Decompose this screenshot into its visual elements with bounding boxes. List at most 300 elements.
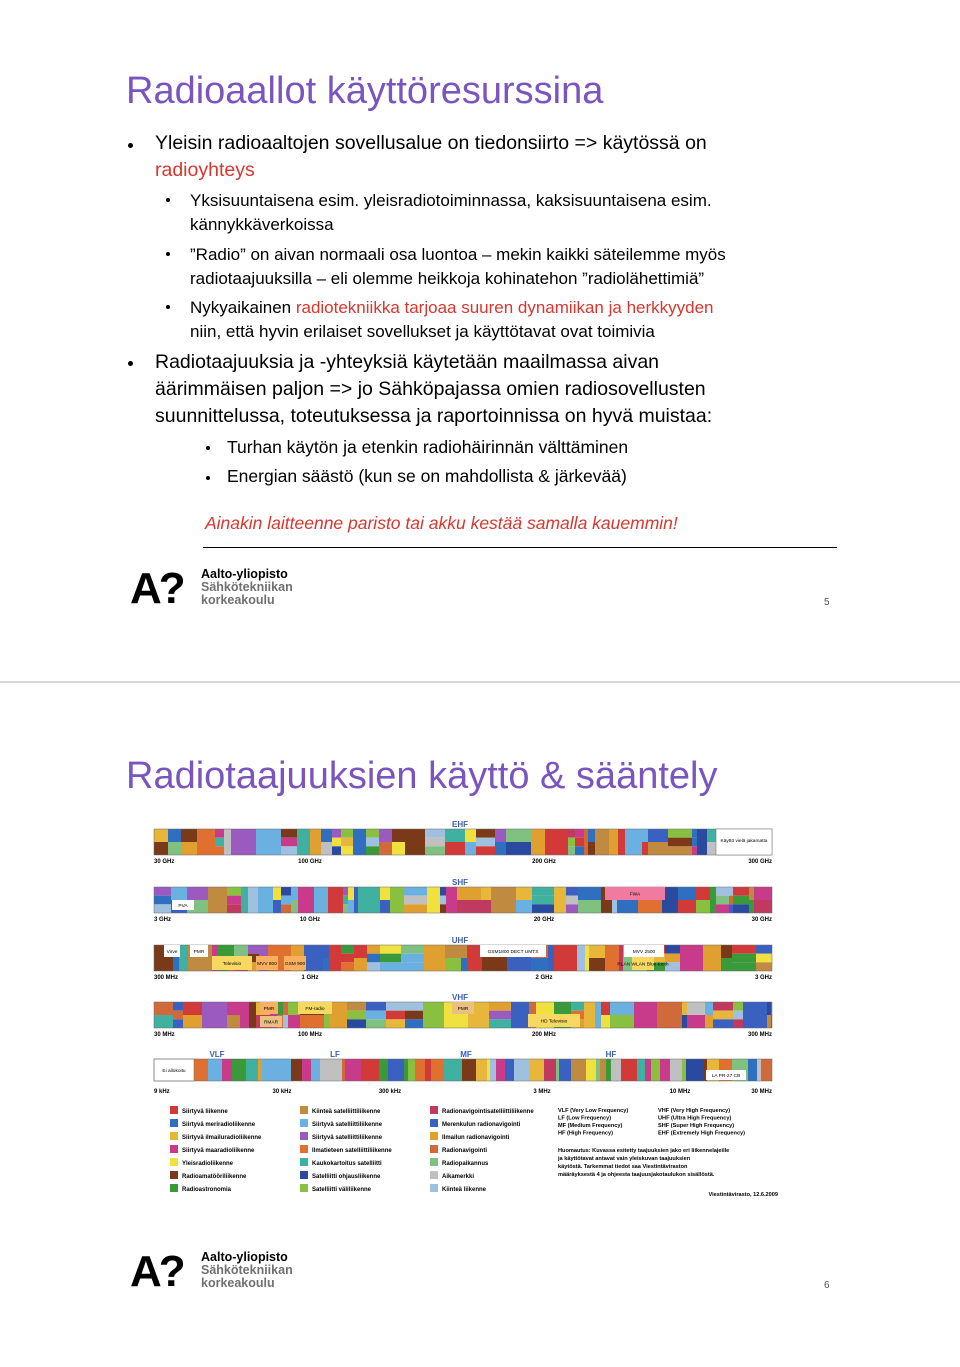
allocation-block [183,1002,202,1015]
allocation-block [181,829,197,842]
emphasis-note: Ainakin laitteenne paristo tai akku kestää samalla kauemmin! [205,513,678,533]
allocation-block [642,842,648,855]
freq-tick-label: 10 MHz [669,1089,691,1095]
freq-tick-label: 100 MHz [297,1032,323,1038]
band-name-vhf: VHF [452,993,468,1002]
logo-line-1: Aalto-yliopisto [201,1250,288,1264]
allocation-block [222,1059,232,1081]
allocation-block [476,838,495,847]
allocation-block [197,829,215,855]
band-name-vlf: VLF [209,1050,225,1059]
allocation-block [505,1059,514,1081]
allocation-block [343,887,348,896]
cell-label-uhf_rlan: RLAN WLAN Blue-tooth [617,962,669,968]
allocation-block [288,1015,300,1028]
allocation-block [283,1015,288,1028]
legend-label: Satelliitti väliliikenne [312,1187,372,1193]
allocation-block [273,887,281,900]
allocation-block [241,887,248,913]
allocation-block [476,1059,487,1081]
allocation-block [224,829,231,855]
legend-label: Siirtyvä liikenne [182,1109,228,1115]
allocation-block [668,846,692,855]
legend-swatch [170,1171,178,1179]
allocation-block [588,829,595,842]
allocation-block [256,829,281,855]
allocation-block [767,1015,771,1028]
allocation-block [612,900,617,913]
allocation-block [425,846,445,855]
band-full-name: VHF (Very High Frequency) [658,1108,731,1114]
allocation-block [183,1015,202,1028]
allocation-block [323,945,329,958]
allocation-block [367,945,380,954]
legend-swatch [430,1132,438,1140]
allocation-block [392,842,405,855]
allocation-block [743,1002,767,1028]
frequency-allocation-chart [150,816,790,1216]
allocation-block [154,896,171,905]
allocation-block [571,1002,584,1011]
allocation-block [682,1002,687,1015]
allocation-block [248,887,258,913]
band-name-uhf: UHF [451,936,469,945]
allocation-block [568,846,575,855]
allocation-block [584,829,588,842]
legend-swatch [300,1119,308,1127]
allocation-block [311,1059,320,1081]
allocation-block [668,838,692,847]
allocation-block [713,1019,733,1028]
logo-line-2: Sähkötekniikan [201,1263,293,1277]
allocation-block [341,829,353,838]
cell-label-vhf_hdtv: HD Televisio [540,1019,568,1025]
slide-6 [0,683,960,1367]
allocation-block [716,896,729,905]
allocation-block [258,1059,262,1081]
allocation-block [405,1011,423,1020]
allocation-block [227,1002,240,1015]
legend-label: Radioamatööriliikenne [182,1174,247,1180]
allocation-block [310,829,321,855]
allocation-block [366,838,379,847]
allocation-block [568,829,575,838]
allocation-block [347,1011,366,1020]
legend-label: Siirtyvä maaradioliikenne [182,1148,255,1154]
legend-label: Siirtyvä meriradioliikenne [182,1122,256,1128]
freq-tick-label: 30 MHz [751,1089,772,1095]
allocation-block [462,1059,468,1081]
sub-bullet-3-line-2: niin, että hyvin erilaiset sovellukset ja käyttötavat ovat toimivia [190,322,655,341]
freq-tick-label: 30 GHz [154,859,175,865]
allocation-block [440,887,446,896]
allocation-block [705,1015,713,1028]
allocation-block [657,1002,682,1028]
allocation-block [291,887,298,900]
legend-swatch [300,1145,308,1153]
allocation-block [566,887,578,896]
allocation-block [380,887,390,900]
allocation-block [425,838,445,847]
allocation-block [314,887,328,913]
allocation-block [390,887,404,913]
legend-label: Siirtyvä ilmailuradioliikenne [182,1135,262,1141]
allocation-block [321,829,332,842]
allocation-block [670,1059,682,1081]
allocation-block [696,887,710,900]
allocation-block [487,1059,490,1081]
allocation-block [634,1002,657,1028]
allocation-block [425,1059,431,1081]
allocation-block [347,1002,366,1011]
allocation-block [345,1059,361,1081]
freq-tick-label: 30 kHz [272,1089,292,1095]
allocation-block [450,1059,462,1081]
allocation-block [767,1002,771,1015]
bullet-2-line-3: suunnittelussa, toteutuksessa ja raportoinnissa on hyvä muistaa: [155,405,713,427]
allocation-block [692,846,697,855]
allocation-block [757,1059,761,1081]
freq-tick-label: 9 kHz [154,1089,170,1095]
cell-label-uhf_mvv2500: MVV 2500 [632,950,656,955]
allocation-block [692,829,697,838]
allocation-block [358,887,380,913]
allocation-block [692,838,697,847]
allocation-block [404,887,427,896]
allocation-block [618,829,625,855]
band-full-name: UHF (Ultra High Frequency) [658,1115,732,1122]
band-full-name: VLF (Very Low Frequency) [558,1108,629,1114]
page-number: 5 [824,597,830,608]
allocation-block [589,945,605,958]
freq-tick-label: 30 MHz [154,1032,175,1038]
corner-label: Käyttö vielä jakamatta [720,839,768,844]
allocation-block [154,904,171,913]
cell-label-vhf_pmr: PMR [263,1007,275,1012]
freq-tick-label: 200 MHz [531,1032,557,1038]
allocation-block [367,962,380,971]
allocation-block [520,1059,529,1081]
allocation-block [354,945,367,958]
allocation-block [588,842,595,855]
allocation-block [680,945,703,971]
allocation-block [332,838,341,847]
logo-text [201,568,293,607]
band-full-name: LF (Low Frequency) [558,1115,612,1122]
allocation-block [566,896,578,905]
freq-tick-label: 10 GHz [299,917,321,923]
allocation-block [491,887,516,900]
allocation-block [696,900,710,913]
legend-swatch [430,1171,438,1179]
cell-label-hf_la: LA PR-27 CB [711,1074,741,1079]
allocation-block [179,958,188,971]
allocation-block [445,842,465,855]
allocation-block [716,904,729,913]
cell-label-shf_fwa: FWA [629,892,641,898]
freq-tick-label: 3 MHz [533,1089,551,1095]
allocation-block [401,962,424,971]
allocation-block [461,945,467,958]
allocation-block [341,954,354,963]
chart-note-line: määräyksestä 4 ja ohjeesta taajuusjakotaulukon sisällöstä. [558,1172,715,1178]
allocation-block [379,842,392,855]
allocation-block [586,1059,596,1081]
allocation-block [595,829,609,855]
allocation-block [637,1059,645,1081]
allocation-block [687,1002,705,1015]
legend-swatch [430,1119,438,1127]
allocation-block [168,842,181,855]
allocation-block [495,842,506,855]
allocation-block [559,1059,571,1081]
chart-note-line: käytöstä. Tarkemmat tiedot saa Viestintäviraston [558,1164,688,1170]
allocation-block [154,1015,173,1028]
allocation-block [386,1002,405,1011]
allocation-block [516,887,532,900]
allocation-block [733,896,749,905]
allocation-block [262,1059,277,1081]
allocation-block [645,1059,651,1081]
allocation-block [208,1059,222,1081]
allocation-block [323,958,329,971]
allocation-block [281,896,291,905]
legend-label: Yleisradioliikenne [182,1161,234,1167]
legend-swatch [300,1184,308,1192]
aalto-a-mark-icon: A? [130,564,183,613]
allocation-block [482,958,507,971]
freq-tick-label: 300 MHz [747,1032,772,1038]
sub-bullet-dot [166,198,170,202]
allocation-block [754,900,772,913]
allocation-block [404,1059,408,1081]
allocation-block [231,829,256,855]
allocation-block [733,887,749,896]
allocation-block [682,1015,687,1028]
allocation-block [467,945,482,971]
freq-tick-label: 2 GHz [535,975,553,981]
chart-note-line: Huomautus: Kuvassa esitetty taajuuksien jako eri liikennelajeille [558,1148,730,1154]
legend-label: Siirtyvä satelliittiliikenne [312,1135,383,1141]
bullet-2-line-1: Radiotaajuuksia ja -yhteyksiä käytetään maailmassa aivan [155,351,660,373]
freq-tick-label: 100 GHz [298,859,322,865]
allocation-block [215,838,224,847]
allocation-block [297,829,310,855]
allocation-block [601,1002,610,1015]
allocation-block [642,829,648,842]
allocation-block [227,1015,240,1028]
allocation-block [665,954,680,963]
allocation-block [424,945,445,971]
allocation-block [366,846,379,855]
allocation-block [532,896,554,905]
allocation-block [678,900,696,913]
allocation-block [575,838,584,847]
allocation-block [732,954,756,963]
allocation-block [756,962,772,971]
allocation-block [181,842,197,855]
allocation-block [465,829,476,842]
allocation-block [554,945,577,958]
allocation-block [729,904,733,913]
allocation-block [366,1011,386,1020]
allocation-block [281,838,297,847]
allocation-block [733,1011,743,1020]
allocation-block [732,945,756,954]
allocation-block [481,887,491,900]
allocation-block [713,1011,733,1020]
allocation-block [625,829,642,855]
allocation-block [609,829,618,855]
chart-source: Viestintävirasto, 12.6.2009 [708,1192,778,1198]
allocation-block [756,954,772,963]
bullet-1-line-1: Yleisin radioaaltojen sovellusalue on tiedonsiirto => käytössä on [155,132,707,154]
allocation-block [571,1059,586,1081]
allocation-block [577,945,585,971]
cell-label-vhf_pmr2: PMR [457,1007,469,1012]
allocation-block [343,896,348,905]
allocation-block [187,887,208,900]
allocation-block [379,829,392,842]
allocation-block [648,842,668,855]
allocation-block [729,887,733,896]
allocation-block [154,829,168,842]
allocation-block [682,1059,686,1081]
allocation-block [298,887,314,913]
allocation-block [281,904,291,913]
legend-swatch [430,1145,438,1153]
bullet-dot [128,143,133,148]
allocation-block [232,1059,246,1081]
cell-label-uhf_mvv: MVV 800 [257,962,277,967]
allocation-block [365,1059,379,1081]
band-name-shf: SHF [452,878,468,887]
sub-bullet-1-line-1: Yksisuuntaisena esim. yleisradiotoiminnassa, kaksisuuntaisena esim. [190,191,712,210]
legend-label: Radioastronomia [182,1187,232,1193]
allocation-block [465,842,476,855]
aalto-a-mark-icon: A? [130,1247,183,1296]
sub-bullet-dot [206,446,210,450]
allocation-block [321,842,332,855]
allocation-block [732,962,756,971]
allocation-block [405,829,425,855]
allocation-block [194,1059,208,1081]
legend-label: Radionavigointi [442,1148,487,1154]
allocation-block [291,900,298,913]
allocation-block [168,829,181,842]
allocation-block [678,887,696,900]
allocation-block [405,1019,423,1028]
allocation-block [710,887,716,913]
allocation-block [246,1059,258,1081]
allocation-block [578,900,601,913]
allocation-block [386,1011,405,1020]
logo-line-3: korkeakoulu [201,593,275,607]
allocation-block [686,1059,700,1081]
allocation-block [617,900,638,913]
allocation-block [578,887,601,900]
allocation-block [179,945,188,958]
allocation-block [341,838,353,847]
legend-label: Ilmailun radionavigointi [442,1135,510,1141]
allocation-block [687,1015,705,1028]
page-number: 6 [824,1280,830,1291]
band-name-lf: LF [330,1050,340,1059]
allocation-block [754,887,772,900]
allocation-block [575,846,584,855]
allocation-block [610,1015,634,1028]
band-full-name: MF (Medium Frequency) [558,1123,623,1129]
allocation-block [404,896,427,905]
allocation-block [506,829,531,842]
allocation-block [575,829,584,838]
allocation-block [489,1002,511,1011]
allocation-block [440,896,446,905]
freq-tick-label: 3 GHz [154,917,172,923]
allocation-block [415,1059,425,1081]
legend-label: Kiinteä liikenne [442,1187,487,1193]
allocation-block [380,962,401,971]
sub-bullet-3-prefix: Nykyaikainen [190,298,296,317]
allocation-block [341,945,354,954]
cell-label-uhf_gsm: GSM 900 [284,962,306,967]
allocation-block [208,887,227,913]
cell-label-uhf_gsm1800: GSM1800 DECT UMTS [487,950,539,955]
allocation-block [227,887,241,896]
allocation-block [173,1002,183,1011]
allocation-block [281,846,297,855]
allocation-block [756,945,772,954]
allocation-block [348,887,354,900]
allocation-block [733,1019,743,1028]
legend-label: Merenkulun radionavigointi [442,1122,521,1128]
allocation-block [283,1002,288,1015]
allocation-block [392,829,405,842]
allocation-block [302,1059,311,1081]
legend-swatch [170,1158,178,1166]
allocation-block [529,1059,544,1081]
allocation-block [705,1002,713,1015]
legend-swatch [300,1171,308,1179]
legend-label: Kaukokartoitus satelliitti [312,1161,382,1167]
allocation-block [445,945,461,958]
sub-bullet-dot [206,476,210,480]
allocation-block [749,887,754,900]
allocation-block [329,945,341,971]
allocation-block [749,900,754,913]
sub-bullet-3-highlight: radiotekniikka tarjoaa suuren dynamiikan ja herkkyyden [295,298,714,317]
logo-text [201,1251,293,1290]
sub-bullet-2-line-1: ”Radio” on aivan normaali osa luontoa – mekin kaikki säteilemme myös [190,245,726,264]
allocation-block [431,1059,444,1081]
footer-divider [203,547,837,548]
allocation-block [651,1059,660,1081]
allocation-block [491,900,516,913]
legend-label: Kiinteä satelliittiliikenne [312,1109,381,1115]
allocation-block [445,958,461,971]
allocation-block [476,829,495,838]
allocation-block [380,900,390,913]
sub-bullet-4: Turhan käytön ja etenkin radiohäirinnän välttäminen [227,437,629,457]
allocation-block [380,945,401,954]
allocation-block [366,829,379,838]
allocation-block [733,1002,743,1011]
allocation-block [240,1002,249,1028]
allocation-block [621,1059,637,1081]
allocation-block [154,1002,173,1015]
allocation-block [281,829,297,838]
allocation-block [361,1059,365,1081]
